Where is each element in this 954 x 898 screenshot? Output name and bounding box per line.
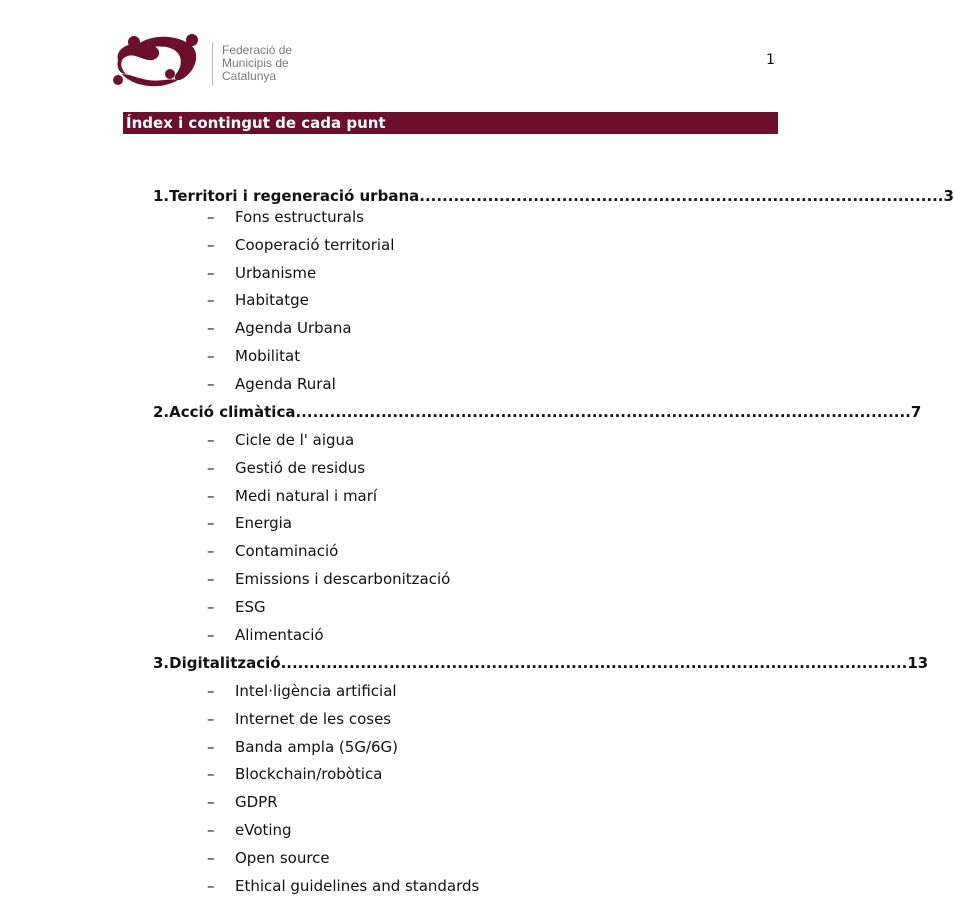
subitem-label: GDPR [235,793,278,811]
toc-section-heading[interactable] [153,401,922,423]
toc-subitem[interactable] [207,791,278,813]
bullet-dash: – [207,626,215,644]
section-page-number: 3 [943,187,954,205]
subitem-label: Internet de les coses [235,710,392,728]
dot-leader: .............................................................................................................. [280,654,908,672]
toc-subitem[interactable] [207,680,397,702]
logo-line: Catalunya [222,69,277,83]
bullet-dash: – [207,319,215,337]
subitem-label: Medi natural i marí [235,487,378,505]
subitem-label: Mobilitat [235,347,301,365]
subitem-label: Alimentació [235,626,324,644]
bullet-dash: – [207,375,215,393]
subitem-label: Cooperació territorial [235,236,395,254]
bullet-dash: – [207,570,215,588]
bullet-dash: – [207,291,215,309]
fmc-logo-mark-icon [108,30,204,90]
toc-subitem[interactable] [207,568,450,590]
logo-text [222,44,292,83]
section-number: 3. [153,654,170,672]
toc-subitem[interactable] [207,429,354,451]
subitem-label: Urbanisme [235,264,317,282]
bullet-dash: – [207,710,215,728]
section-title: Territori i regeneració urbana [169,187,420,205]
bullet-dash: – [207,682,215,700]
subitem-label: Ethical guidelines and standards [235,877,480,895]
subitem-label: Banda ampla (5G/6G) [235,738,399,756]
toc-section-heading[interactable] [153,185,954,207]
logo-line: Federació de [222,43,293,57]
toc-subitem[interactable] [207,708,391,730]
title-bar [123,112,778,134]
section-number: 1. [153,187,170,205]
logo-line: Municipis de [222,56,289,70]
toc-subitem[interactable] [207,317,352,339]
subitem-label: Intel·ligència artificial [235,682,397,700]
bullet-dash: – [207,542,215,560]
toc-subitem[interactable] [207,373,336,395]
toc-subitem[interactable] [207,234,394,256]
section-title: Acció climàtica [169,403,296,421]
section-page-number: 13 [907,654,929,672]
subitem-label: Blockchain/robòtica [235,765,383,783]
toc-subitem[interactable] [207,206,364,228]
bullet-dash: – [207,487,215,505]
toc-subitem[interactable] [207,736,398,758]
subitem-label: Gestió de residus [235,459,366,477]
subitem-label: Agenda Urbana [235,319,352,337]
bullet-dash: – [207,347,215,365]
toc-subitem[interactable] [207,457,365,479]
subitem-label: Energia [235,514,292,532]
toc-subitem[interactable] [207,540,338,562]
toc-subitem[interactable] [207,512,292,534]
toc-subitem[interactable] [207,596,266,618]
bullet-dash: – [207,765,215,783]
toc-subitem[interactable] [207,289,309,311]
subitem-label: Habitatge [235,291,309,309]
bullet-dash: – [207,598,215,616]
subitem-label: Open source [235,849,330,867]
dot-leader: ............................................................................................................ [295,403,911,421]
subitem-label: eVoting [235,821,292,839]
fmc-logo [108,30,318,92]
dot-leader: ............................................................................................ [419,187,944,205]
toc-subitem[interactable] [207,345,300,367]
logo-divider [212,42,213,86]
page-number: 1 [766,52,775,68]
section-title: Digitalització [169,654,281,672]
subitem-label: Cicle de l' aigua [235,431,355,449]
bullet-dash: – [207,264,215,282]
bullet-dash: – [207,431,215,449]
subitem-label: Emissions i descarbonització [235,570,451,588]
subitem-label: Contaminació [235,542,339,560]
toc-subitem[interactable] [207,875,479,897]
subitem-label: ESG [235,598,266,616]
toc-section-heading[interactable] [153,652,929,674]
toc-subitem[interactable] [207,847,330,869]
toc-subitem[interactable] [207,763,382,785]
bullet-dash: – [207,514,215,532]
bullet-dash: – [207,849,215,867]
bullet-dash: – [207,821,215,839]
bullet-dash: – [207,793,215,811]
bullet-dash: – [207,738,215,756]
bullet-dash: – [207,877,215,895]
toc-subitem[interactable] [207,624,324,646]
section-page-number: 7 [910,403,922,421]
toc-subitem[interactable] [207,262,316,284]
bullet-dash: – [207,459,215,477]
toc-subitem[interactable] [207,819,292,841]
bullet-dash: – [207,208,215,226]
section-number: 2. [153,403,170,421]
toc-subitem[interactable] [207,485,377,507]
subitem-label: Fons estructurals [235,208,364,226]
page-title: Índex i contingut de cada punt [126,114,386,132]
subitem-label: Agenda Rural [235,375,336,393]
bullet-dash: – [207,236,215,254]
